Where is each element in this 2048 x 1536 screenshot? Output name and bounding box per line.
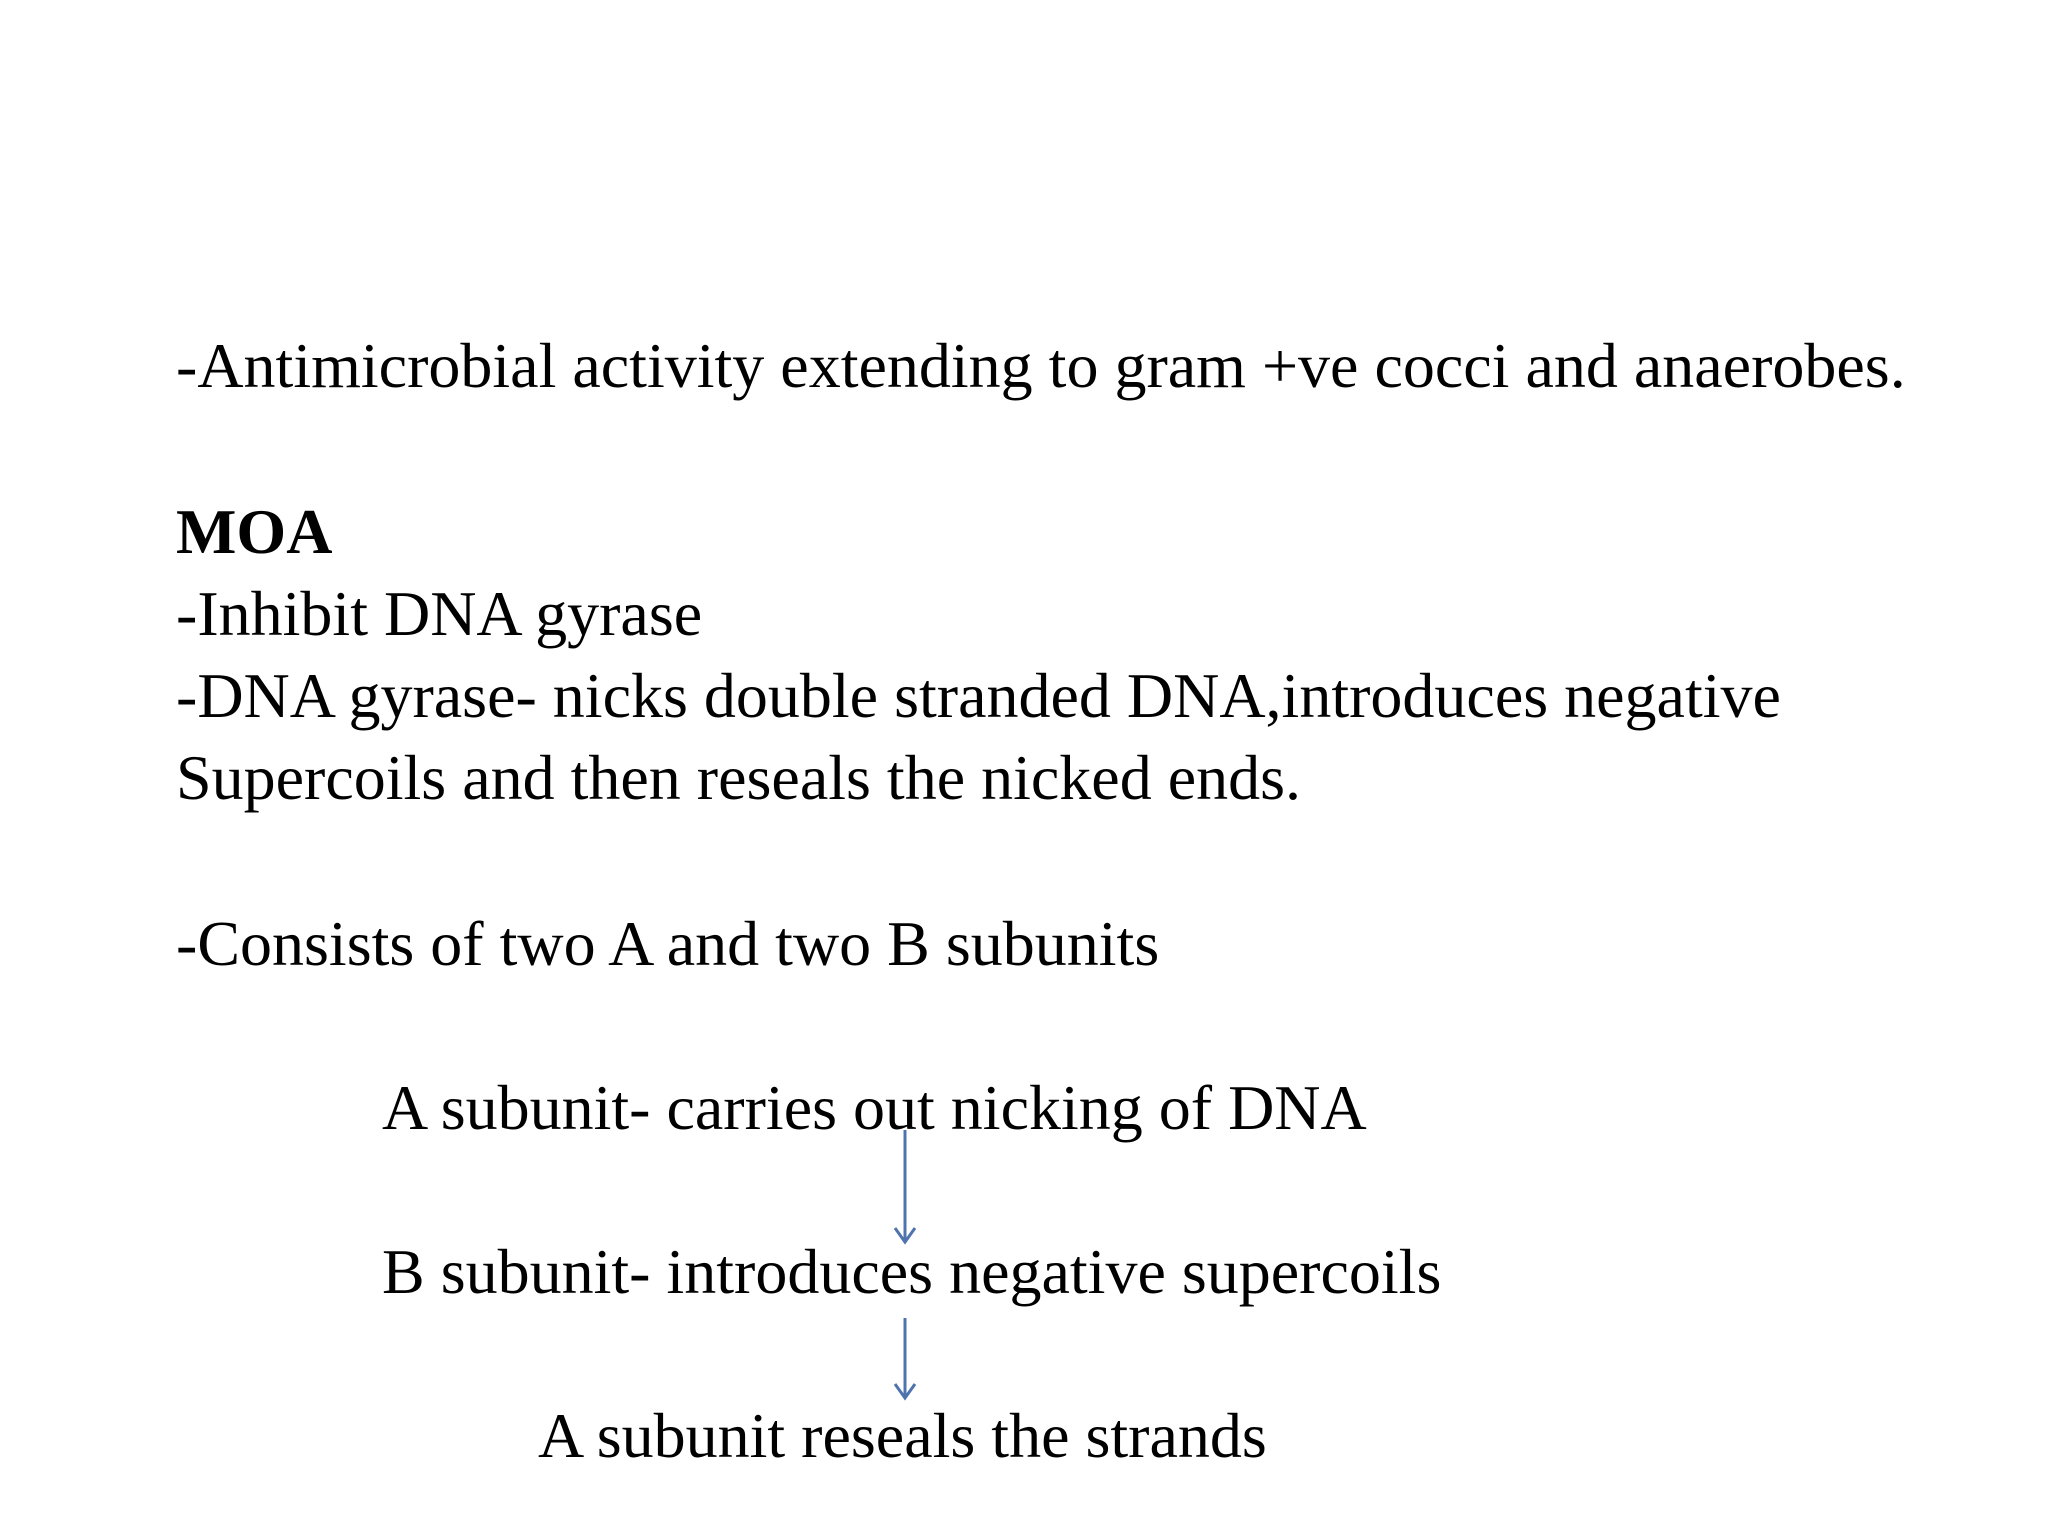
down-arrow-icon	[890, 1130, 920, 1250]
down-arrow-icon	[890, 1318, 920, 1404]
inhibit-text: -Inhibit DNA gyrase	[176, 578, 703, 649]
subunits-text: -Consists of two A and two B subunits	[176, 908, 1160, 979]
flow-step-3: A subunit reseals the strands	[538, 1400, 1267, 1471]
flow-step-1: A subunit- carries out nicking of DNA	[382, 1072, 1367, 1143]
activity-text: -Antimicrobial activity extending to gram +ve cocci and anaerobes.	[176, 330, 1906, 401]
gyrase-text-line-1: -DNA gyrase- nicks double stranded DNA,introduces negative	[176, 660, 1781, 731]
moa-heading: MOA	[176, 496, 333, 567]
gyrase-text-line-2: Supercoils and then reseals the nicked ends.	[176, 742, 1301, 813]
flow-step-2: B subunit- introduces negative supercoils	[382, 1236, 1442, 1307]
